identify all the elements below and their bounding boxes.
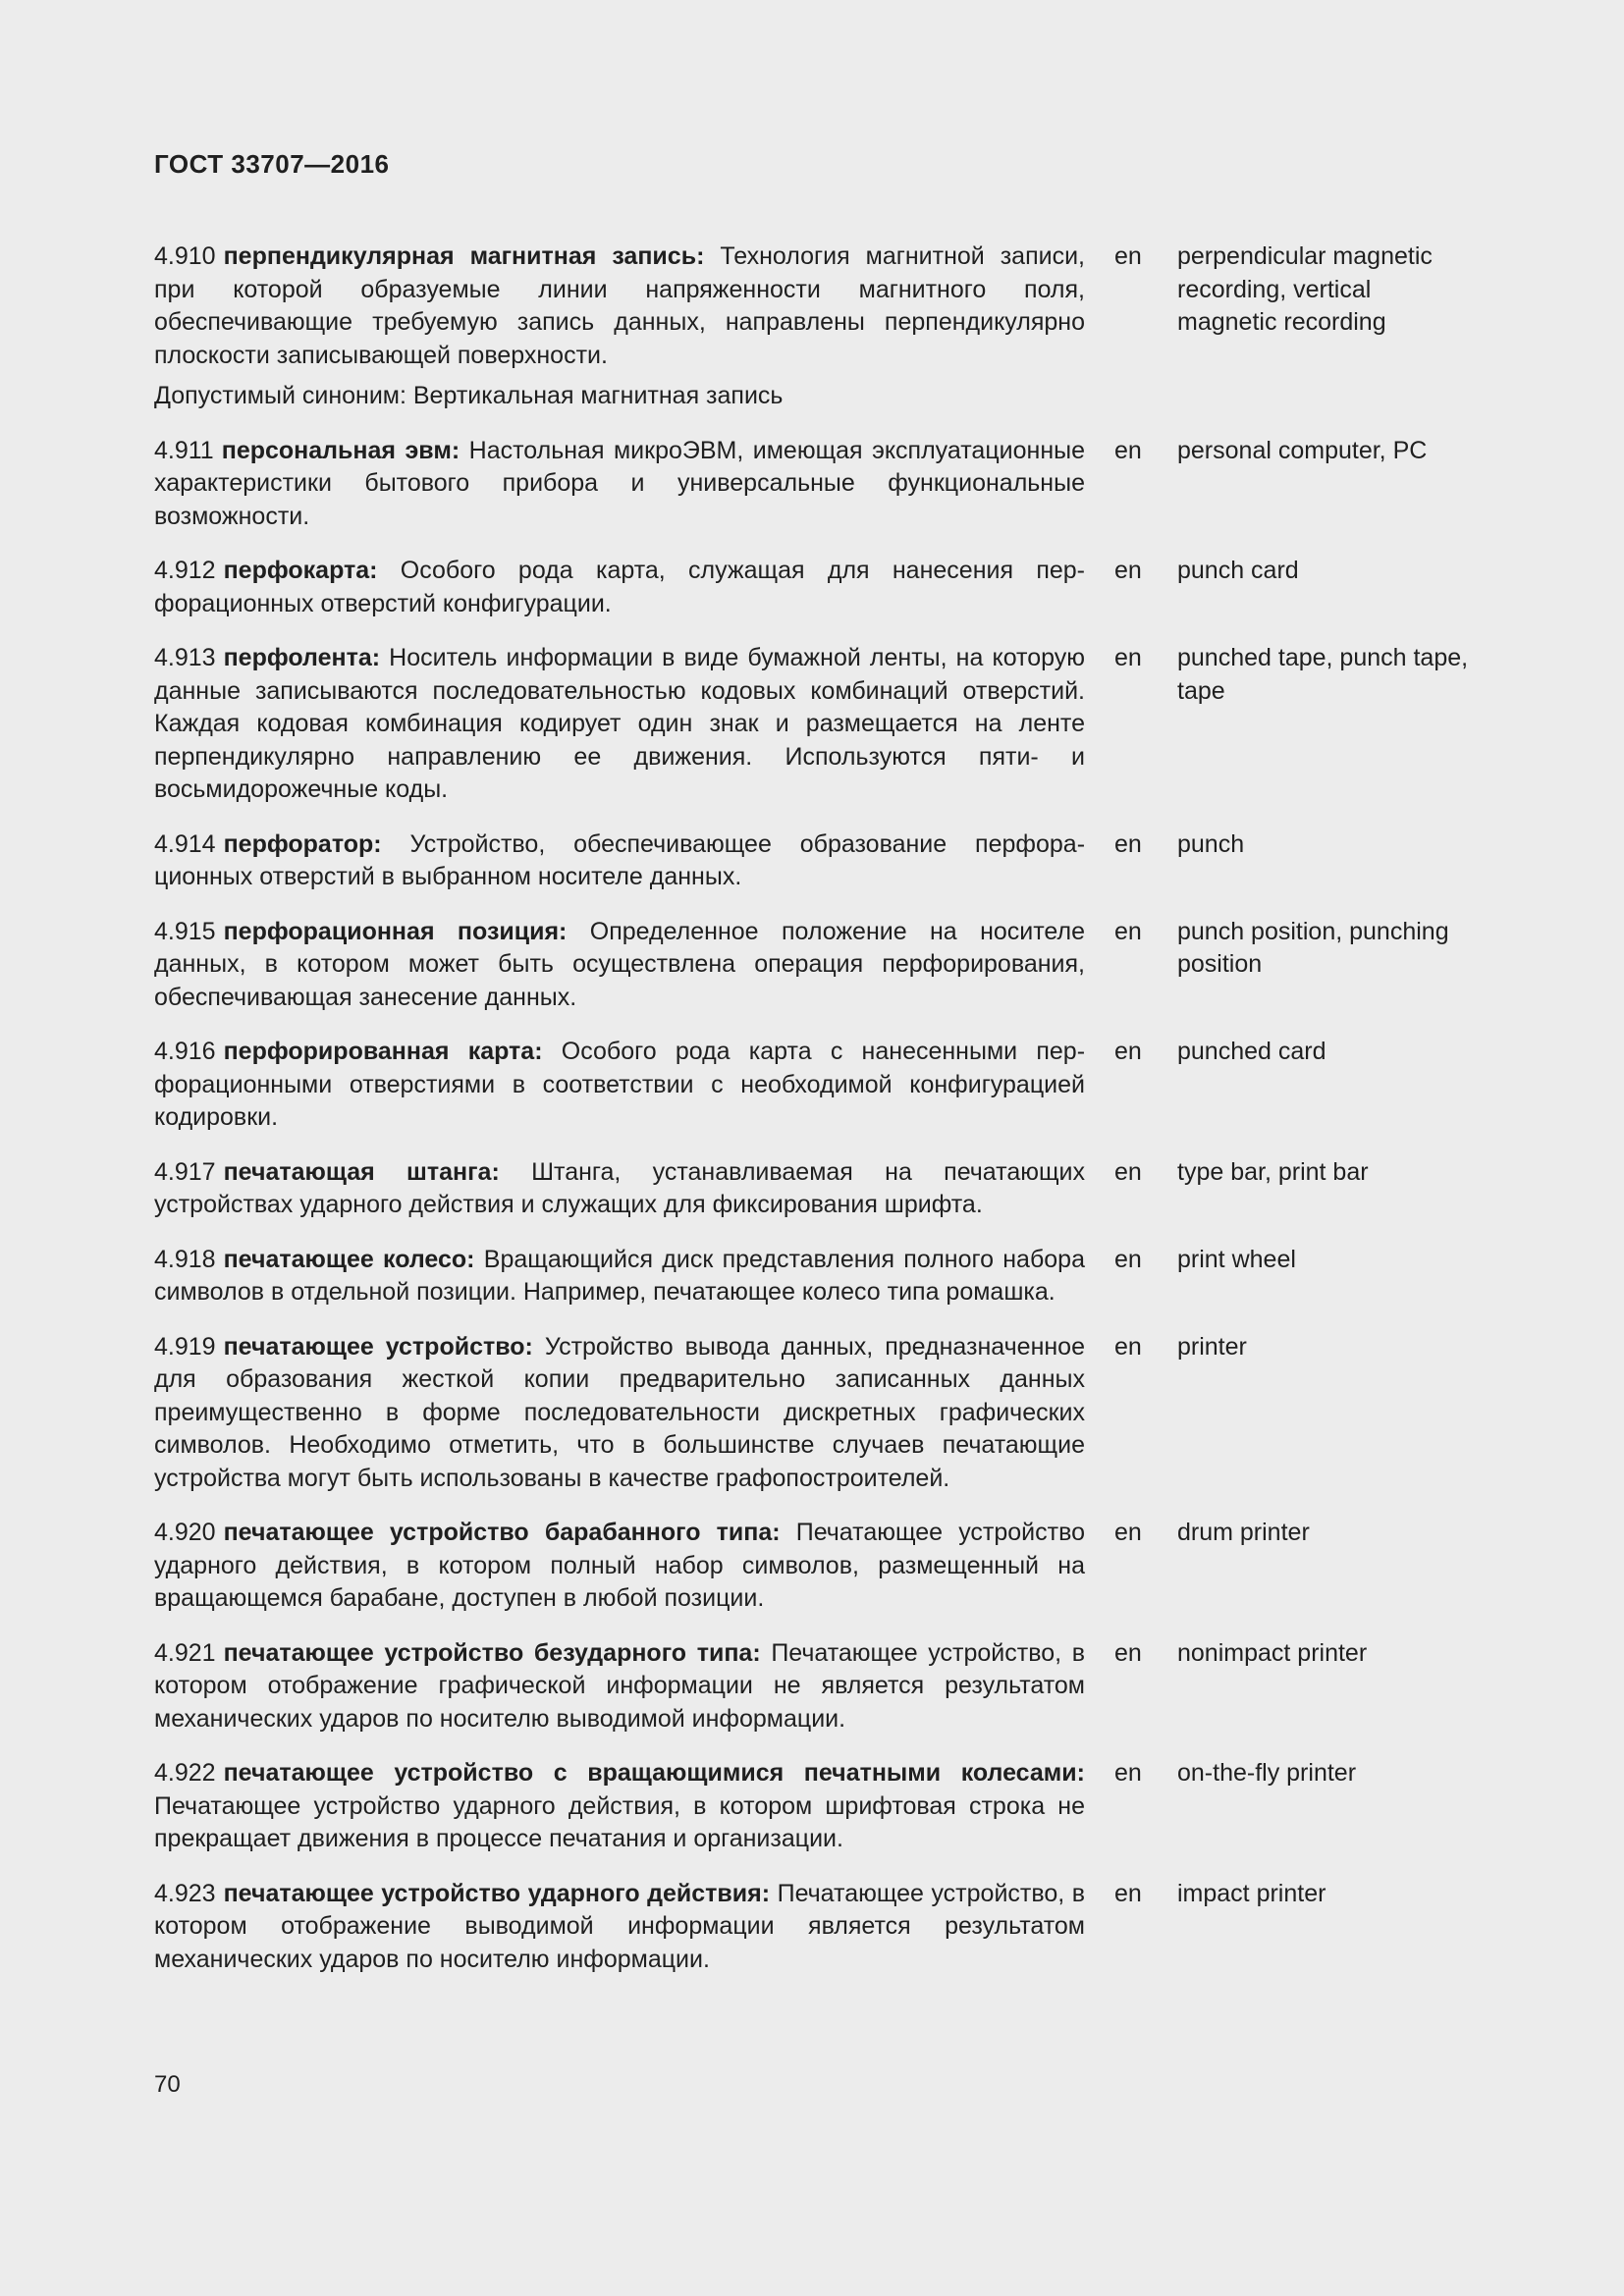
term-entry-body [154,1878,1085,1977]
english-equivalent: drum printer [1177,1519,1310,1546]
term-definition [154,1517,1085,1616]
language-code: en [1114,1638,1142,1667]
term-definition-text: Штанга, устанавливаемая на печатающих устройствах ударного действия и служащих для фиксирования шрифта. [154,1157,1086,1218]
term-number: 4.912 [154,557,216,584]
term-definition-text: Настольная микроЭВМ, имеющая эксплуатационные характеристики бытового прибора и универсальные функциональные возможности. [154,436,1085,530]
term-entry [154,1036,1470,1135]
language-code: en [1114,1038,1142,1065]
english-equivalent: punched tape, punch tape, tape [1177,644,1469,705]
term-definition-text: Особого рода карта, служащая для нанесения перфорационных отверстий конфигурации. [154,557,1085,617]
term-number: 4.923 [154,1879,216,1907]
english-equivalent: printer [1177,1332,1247,1361]
document-header: ГОСТ 33707—2016 [154,149,390,179]
term-entry-body [154,916,1085,1015]
term-definition-text: Печатающее устройство, в котором отображение выводимой информации является результатом механических ударов по носителю информации. [154,1879,1085,1973]
english-equivalent: perpendicular magnetic recording, vertical magnetic recording [1177,242,1433,336]
term-name: печатающее устройство: [223,1332,533,1361]
english-equivalent: personal computer, PC [1177,436,1428,464]
term-definition [154,1244,1085,1309]
term-name: перфокарта: [223,557,378,584]
term-name: перфолента: [223,644,381,671]
term-definition [154,240,1085,372]
term-definition-text: Устройство, обеспечивающее образование перфорационных отверстий в выбранном носителе данных. [154,829,1086,890]
english-equivalent: punch card [1177,557,1299,584]
language-code: en [1114,1879,1142,1907]
term-name: перпендикулярная магнитная запись: [223,242,705,270]
page-number: 70 [154,2071,181,2098]
term-entry [154,240,1470,413]
term-definition [154,1637,1085,1736]
language-code: en [1114,1759,1142,1787]
term-definition [154,1878,1085,1977]
term-number: 4.916 [154,1038,216,1065]
term-definition-text: Носитель информации в виде бумажной ленты, на которую данные записываются последовательностью кодовых комбинаций отверстий. Каждая кодовая комбинация кодирует один знак и размещается на ленте перпендикулярно направлению ее движения. Используются пяти- и восьмидорожечные коды. [154,644,1085,803]
english-equivalent: punch [1177,829,1245,858]
term-number: 4.918 [154,1245,216,1273]
english-equivalent: punch position, punching position [1177,917,1449,978]
term-name: персональная эвм: [221,436,460,464]
term-entry-body [154,240,1085,413]
term-number: 4.917 [154,1157,216,1186]
english-equivalent: type bar, print bar [1177,1157,1369,1186]
term-number: 4.922 [154,1759,216,1787]
term-number: 4.915 [154,917,216,945]
term-name: перфорированная карта: [223,1038,543,1065]
term-definition-text: Печатающее устройство ударного действия, в котором шрифтовая строка не прекращает движения в процессе печатания и организации. [154,1791,1085,1852]
english-equivalent: punched card [1177,1038,1326,1065]
term-definition [154,916,1085,1015]
term-entry-body [154,1331,1085,1496]
term-entry-body [154,1156,1085,1222]
language-code: en [1114,1519,1142,1546]
english-equivalent: on-the-fly printer [1177,1759,1357,1787]
term-definition-text: Определенное положение на носителе данных, в котором может быть осуществлена операция перфорирования, обеспечивающая занесение данных. [154,917,1085,1011]
term-entry [154,1757,1470,1856]
english-equivalent: nonimpact printer [1177,1638,1368,1667]
language-code: en [1114,829,1142,858]
term-entry-body [154,1036,1085,1135]
english-equivalent: impact printer [1177,1879,1326,1907]
term-entry [154,642,1470,807]
term-entry-body [154,435,1085,534]
term-entry [154,555,1470,620]
term-name: перфоратор: [223,829,382,858]
term-name: печатающее устройство с вращающимися печатными колесами: [223,1759,1085,1787]
term-definition [154,435,1085,534]
term-number: 4.913 [154,644,216,671]
term-entry-body [154,555,1085,620]
term-entry-body [154,828,1085,894]
term-entry [154,1637,1470,1736]
term-entry-body [154,642,1085,807]
term-name: печатающее устройство ударного действия: [223,1879,771,1907]
term-entry [154,435,1470,534]
term-entry [154,916,1470,1015]
term-definition-text: Устройство вывода данных, предназначенное для образования жесткой копии предварительно записанных данных преимущественно в форме последовательности дискретных графических символов. Необходимо отметить, что в большинстве случаев печатающие устройства могут быть использованы в качестве графопостроителей. [154,1332,1085,1492]
term-entries-list [154,240,1470,1998]
term-entry [154,1878,1470,1977]
term-definition [154,1331,1085,1496]
english-equivalent: print wheel [1177,1245,1296,1273]
term-synonym: Допустимый синоним: Вертикальная магнитная запись [154,382,784,409]
term-definition [154,642,1085,807]
language-code: en [1114,242,1142,270]
term-definition [154,555,1085,620]
language-code: en [1114,436,1142,464]
term-name: перфорационная позиция: [223,917,568,945]
term-name: печатающее колесо: [223,1245,475,1273]
term-name: печатающая штанга: [223,1157,500,1186]
term-definition-text: Печатающее устройство, в котором отображение графической информации не является результатом механических ударов по носителю выводимой информации. [154,1638,1085,1733]
term-number: 4.921 [154,1638,216,1667]
language-code: en [1114,557,1142,584]
term-number: 4.919 [154,1332,216,1361]
term-definition-text: Особого рода карта с нанесенными перфорационными отверстиями в соответствии с необходимой конфигурацией кодировки. [154,1038,1086,1131]
term-entry [154,1331,1470,1496]
term-number: 4.920 [154,1519,216,1546]
term-entry-body [154,1757,1085,1856]
language-code: en [1114,1245,1142,1273]
language-code: en [1114,917,1142,945]
term-name: печатающее устройство безударного типа: [223,1638,761,1667]
term-definition [154,1036,1085,1135]
term-definition-text: Вращающийся диск представления полного набора символов в отдельной позиции. Например, печатающее колесо типа ромашка. [154,1245,1085,1306]
term-number: 4.910 [154,242,216,270]
term-definition-text: Печатающее устройство ударного действия, в котором полный набор символов, размещенный на вращающемся барабане, доступен в любой позиции. [154,1519,1086,1612]
term-entry [154,1517,1470,1616]
term-entry [154,828,1470,894]
term-definition [154,1156,1085,1222]
term-definition [154,828,1085,894]
term-definition [154,1757,1085,1856]
language-code: en [1114,1332,1142,1361]
term-entry-body [154,1637,1085,1736]
language-code: en [1114,1157,1142,1186]
term-entry [154,1156,1470,1222]
term-entry-body [154,1517,1085,1616]
term-number: 4.911 [154,436,214,464]
term-number: 4.914 [154,829,216,858]
term-name: печатающее устройство барабанного типа: [223,1519,781,1546]
term-entry-body [154,1244,1085,1309]
term-definition-text: Технология магнитной записи, при которой образуемые линии напряженности магнитного поля, обеспечивающие требуемую запись данных, направлены перпендикулярно плоскости записывающей поверхности. [154,242,1085,369]
language-code: en [1114,644,1142,671]
term-entry [154,1244,1470,1309]
